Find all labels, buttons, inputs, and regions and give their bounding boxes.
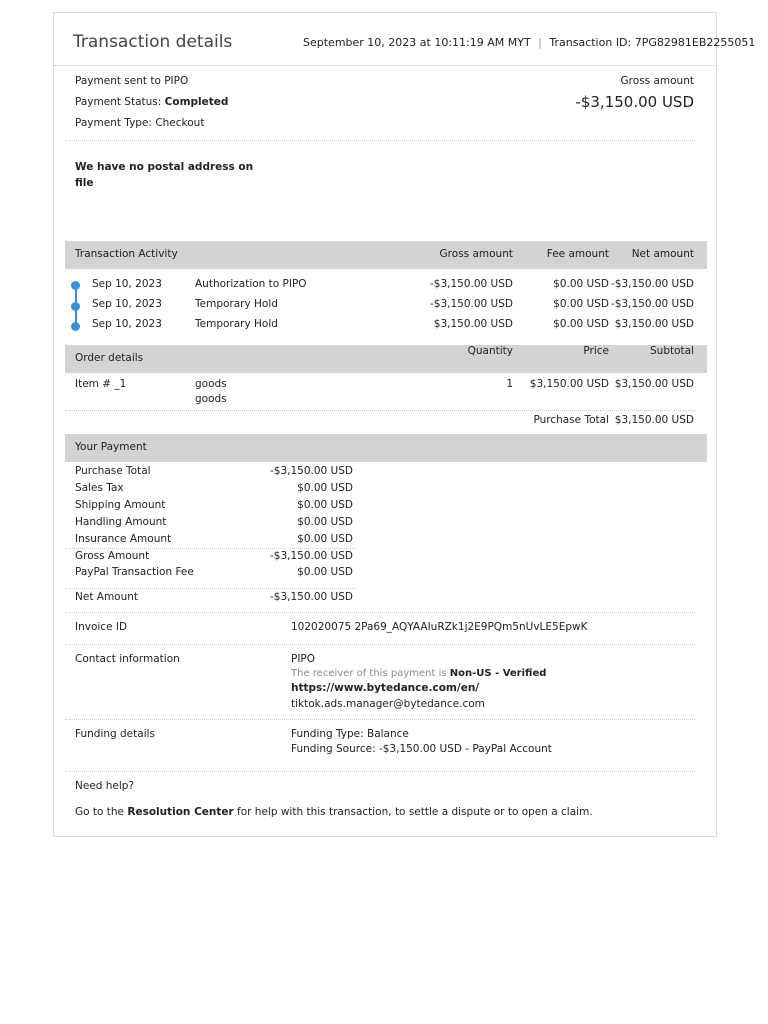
receiver-prefix: The receiver of this payment is xyxy=(291,668,447,679)
payment-type-label: Payment Type: xyxy=(75,117,152,129)
col-gross-amount: Gross amount xyxy=(439,248,513,260)
col-subtotal: Subtotal xyxy=(650,345,694,357)
invoice-id-label: Invoice ID xyxy=(75,621,128,633)
payment-status xyxy=(75,96,228,108)
funding-source: Funding Source: -$3,150.00 USD - PayPal Account xyxy=(291,743,552,755)
gross-amount-label: Gross amount xyxy=(620,75,694,87)
help-suffix: for help with this transaction, to settle a dispute or to open a claim. xyxy=(237,806,593,818)
payment-row-value: $0.00 USD xyxy=(297,516,353,528)
your-payment-header xyxy=(65,434,707,462)
your-payment-title: Your Payment xyxy=(75,441,147,453)
funding-divider xyxy=(65,771,695,772)
header-divider xyxy=(54,65,716,66)
activity-net: $3,150.00 USD xyxy=(614,318,694,330)
receiver-status-line xyxy=(291,668,546,679)
order-item-subtotal: $3,150.00 USD xyxy=(614,378,694,390)
activity-description: Authorization to PIPO xyxy=(195,278,307,290)
activity-date: Sep 10, 2023 xyxy=(92,278,162,290)
order-details-title: Order details xyxy=(75,352,144,364)
postal-address-line2: file xyxy=(75,177,94,189)
contact-name: PIPO xyxy=(291,653,316,665)
funding-details-label: Funding details xyxy=(75,728,155,740)
help-text xyxy=(75,806,593,818)
payment-status-value: Completed xyxy=(164,96,229,108)
payment-row-label: Gross Amount xyxy=(75,550,150,562)
payment-row-value: -$3,150.00 USD xyxy=(269,550,353,562)
help-prefix: Go to the xyxy=(75,806,125,818)
header-separator: | xyxy=(538,36,542,49)
col-net-amount: Net amount xyxy=(631,248,694,260)
transaction-datetime xyxy=(303,36,755,49)
net-divider xyxy=(65,612,695,613)
activity-gross: $3,150.00 USD xyxy=(433,318,513,330)
receiver-status: Non-US - Verified xyxy=(449,668,547,679)
payment-row-label: Sales Tax xyxy=(75,482,124,494)
col-fee-amount: Fee amount xyxy=(546,248,609,260)
payment-status-label: Payment Status: xyxy=(75,96,162,108)
order-item-description: goods xyxy=(195,393,227,405)
activity-fee: $0.00 USD xyxy=(553,278,609,290)
activity-fee: $0.00 USD xyxy=(553,298,609,310)
payment-type xyxy=(75,117,204,129)
payment-row-label: PayPal Transaction Fee xyxy=(75,566,194,578)
activity-gross: -$3,150.00 USD xyxy=(429,278,513,290)
order-divider xyxy=(65,410,695,411)
activity-date: Sep 10, 2023 xyxy=(92,318,162,330)
transaction-details-card xyxy=(53,12,756,837)
need-help-title: Need help? xyxy=(75,780,135,792)
page-title: Transaction details xyxy=(73,32,233,52)
contact-url[interactable]: https://www.bytedance.com/en/ xyxy=(291,682,480,694)
payment-row-label: Insurance Amount xyxy=(75,533,172,545)
payment-divider-1 xyxy=(65,548,355,549)
activity-net: -$3,150.00 USD xyxy=(610,298,694,310)
transaction-id-label: Transaction ID: xyxy=(549,36,632,49)
activity-description: Temporary Hold xyxy=(195,298,278,310)
order-item-label: Item # _1 xyxy=(75,378,127,390)
timeline-dot-2 xyxy=(71,302,80,311)
invoice-id-value: 102020075 2Pa69_AQYAAIuRZk1j2E9PQm5nUvLE5EpwK xyxy=(291,621,588,633)
datetime-text: September 10, 2023 at 10:11:19 AM MYT xyxy=(303,36,531,49)
payment-row-value: -$3,150.00 USD xyxy=(269,465,353,477)
activity-fee: $0.00 USD xyxy=(553,318,609,330)
timeline-dot-3 xyxy=(71,322,80,331)
purchase-total-value: $3,150.00 USD xyxy=(614,414,694,426)
payment-row-value: $0.00 USD xyxy=(297,566,353,578)
col-price: Price xyxy=(583,345,609,357)
invoice-divider xyxy=(65,644,695,645)
activity-title: Transaction Activity xyxy=(75,248,178,260)
payment-row-value: $0.00 USD xyxy=(297,499,353,511)
timeline-dot-1 xyxy=(71,281,80,290)
payment-row-label: Purchase Total xyxy=(75,465,151,477)
activity-description: Temporary Hold xyxy=(195,318,278,330)
activity-net: -$3,150.00 USD xyxy=(610,278,694,290)
order-item-quantity: 1 xyxy=(506,378,513,390)
order-item-price: $3,150.00 USD xyxy=(529,378,609,390)
payment-row-value: -$3,150.00 USD xyxy=(269,591,353,603)
order-item-name: goods xyxy=(195,378,227,390)
activity-date: Sep 10, 2023 xyxy=(92,298,162,310)
purchase-total-label: Purchase Total xyxy=(533,414,609,426)
contact-information-label: Contact information xyxy=(75,653,180,665)
summary-divider xyxy=(65,140,695,141)
payment-sent-to: Payment sent to PIPO xyxy=(75,75,189,87)
postal-address-line1: We have no postal address on xyxy=(75,161,254,173)
contact-divider xyxy=(65,719,695,720)
payment-row-label: Net Amount xyxy=(75,591,139,603)
payment-row-label: Shipping Amount xyxy=(75,499,166,511)
payment-divider-2 xyxy=(65,588,355,589)
order-details-header xyxy=(65,345,707,373)
resolution-center-link[interactable]: Resolution Center xyxy=(127,806,234,818)
activity-gross: -$3,150.00 USD xyxy=(429,298,513,310)
payment-row-label: Handling Amount xyxy=(75,516,167,528)
payment-type-value: Checkout xyxy=(155,117,205,129)
payment-row-value: $0.00 USD xyxy=(297,533,353,545)
gross-amount-value: -$3,150.00 USD xyxy=(575,93,694,111)
contact-email[interactable]: tiktok.ads.manager@bytedance.com xyxy=(291,698,485,710)
transaction-id: 7PG82981EB2255051 xyxy=(634,36,756,49)
col-quantity: Quantity xyxy=(467,345,513,357)
payment-row-value: $0.00 USD xyxy=(297,482,353,494)
funding-type: Funding Type: Balance xyxy=(291,728,409,740)
